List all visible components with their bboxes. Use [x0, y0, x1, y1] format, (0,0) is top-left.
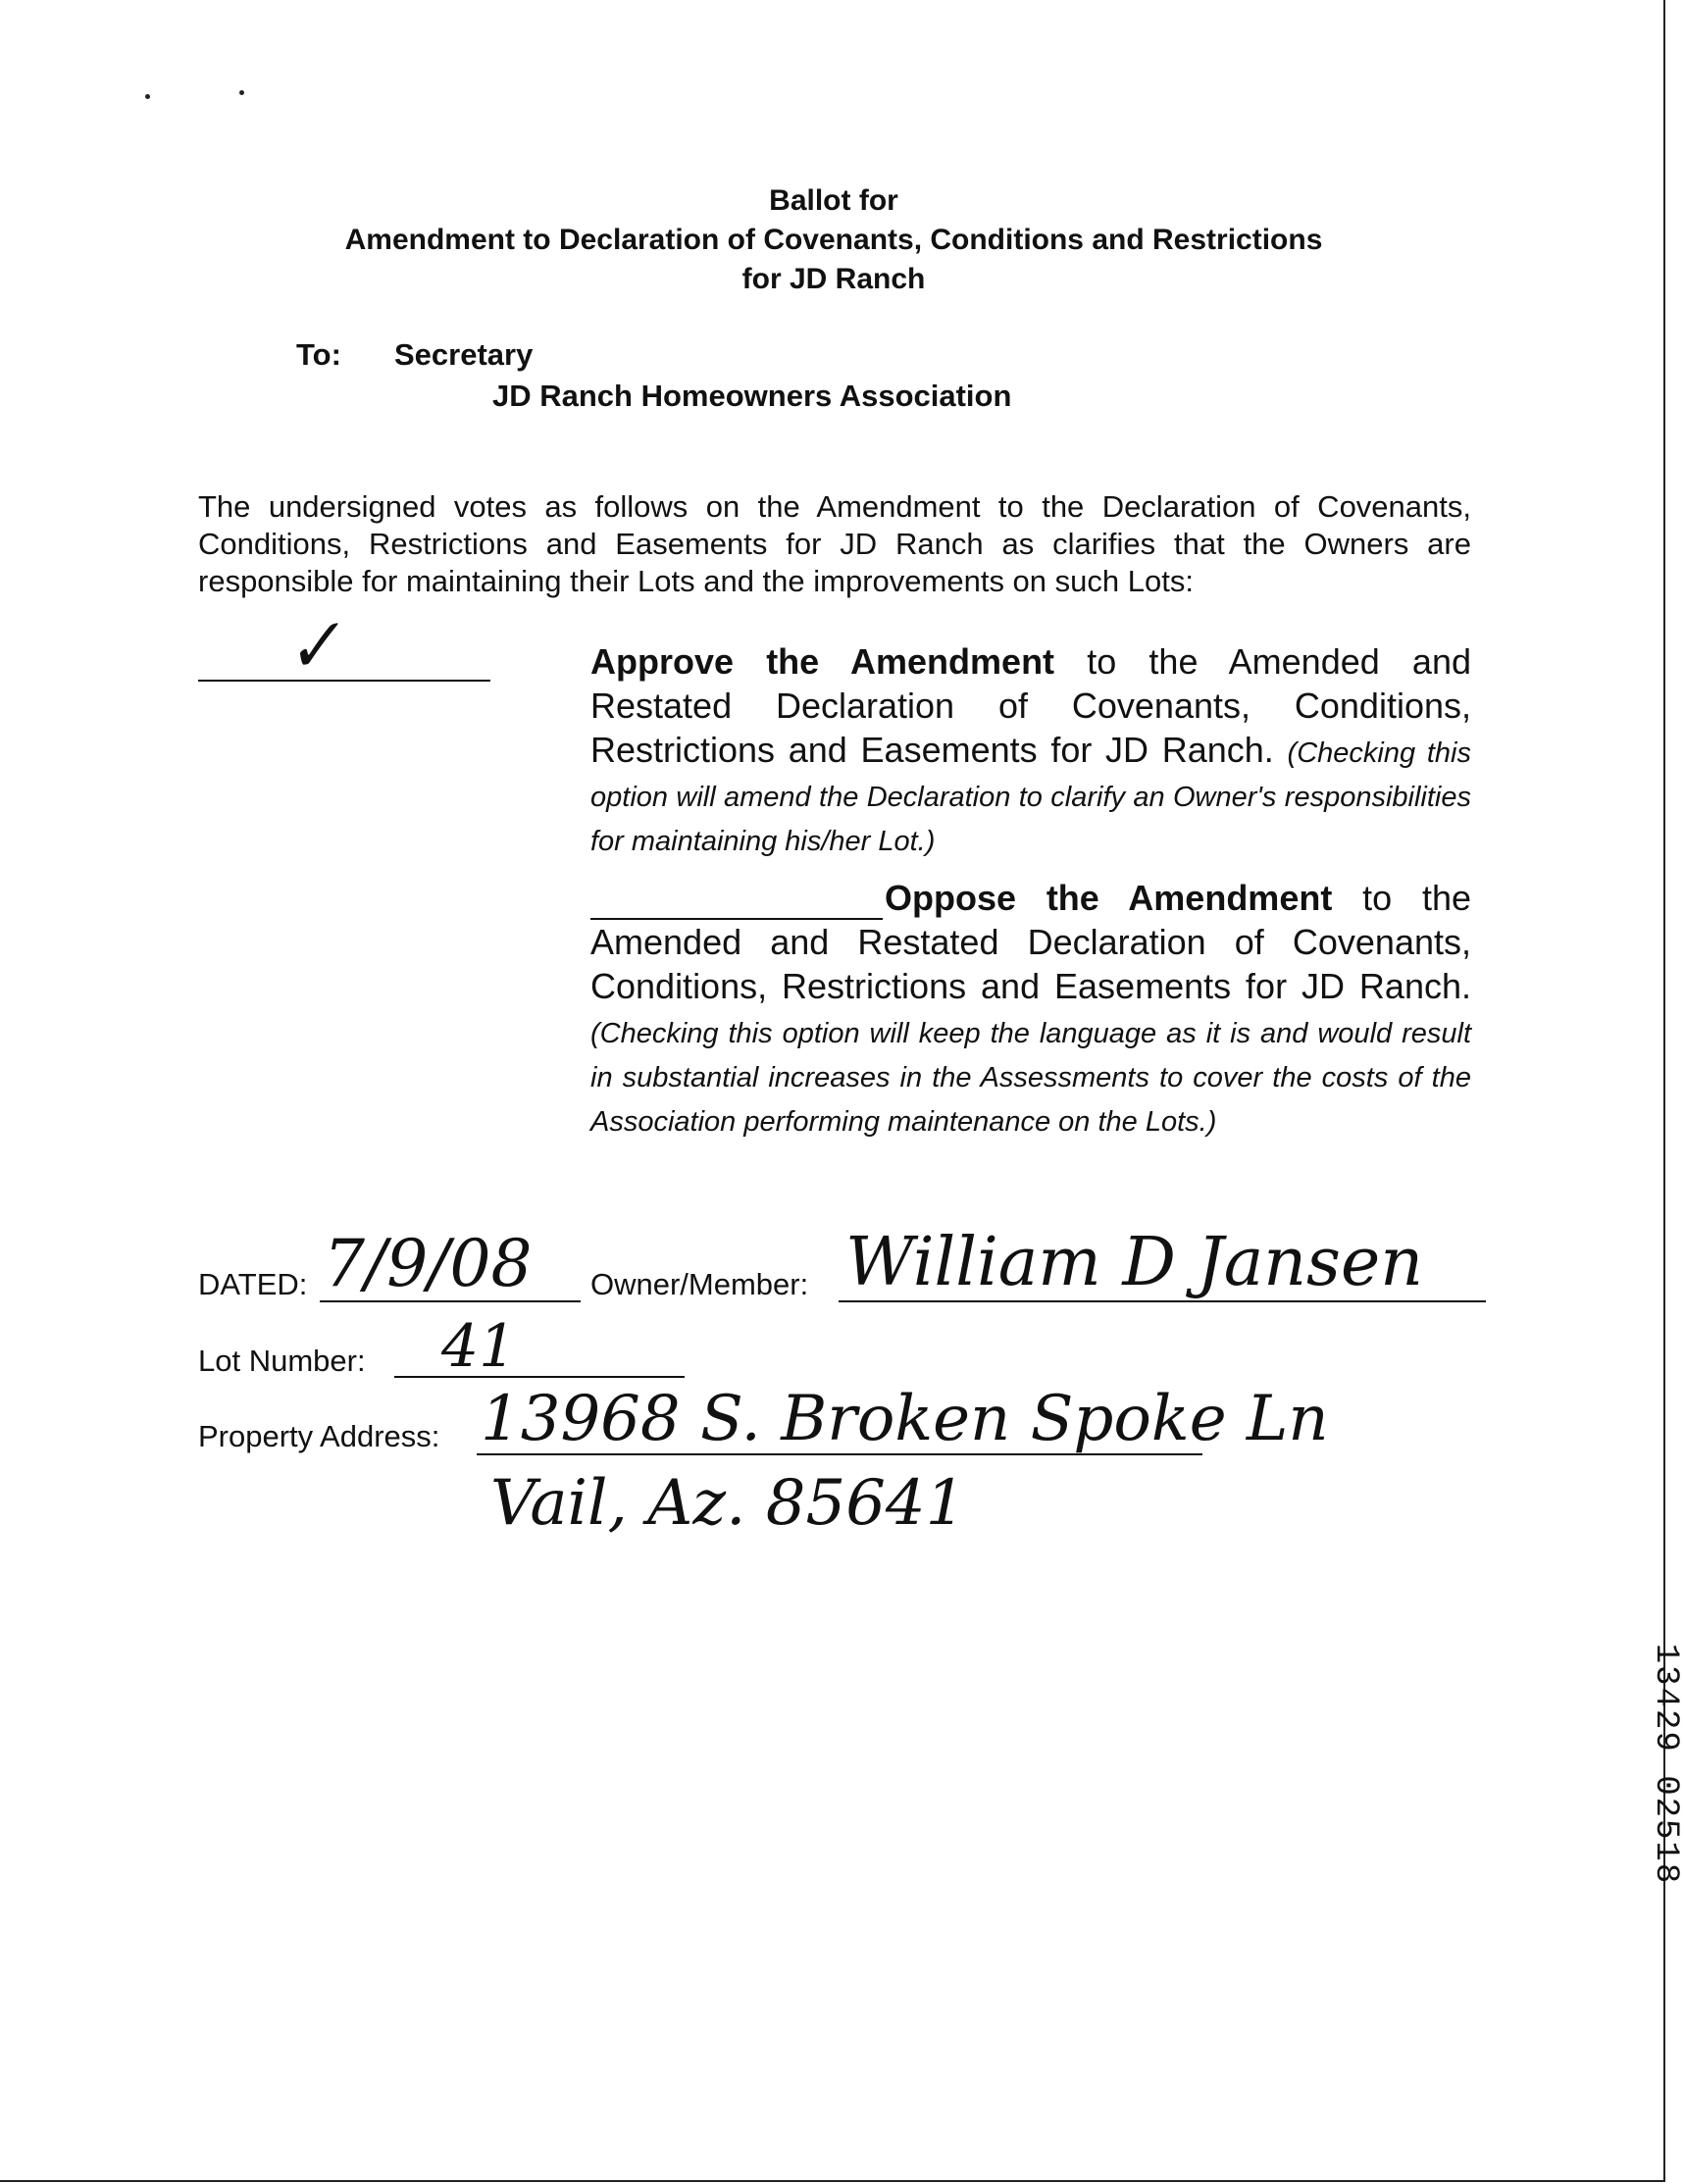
ballot-title-line2: Amendment to Declaration of Covenants, Conditions and Restrictions	[344, 224, 1323, 256]
oppose-option-heading: Oppose the Amendment	[885, 878, 1333, 918]
approve-option-note: (Checking this option will amend the Declaration to clarify an Owner's responsibilities for maintaining his/her Lot.)	[590, 737, 1471, 857]
owner-signature[interactable]: William D Jansen	[845, 1224, 1423, 1301]
lot-number-label: Lot Number:	[198, 1344, 366, 1378]
oppose-option-text	[590, 876, 1471, 1141]
recipient-organization: JD Ranch Homeowners Association	[492, 379, 1012, 413]
lot-number-value[interactable]: 41	[441, 1312, 517, 1381]
dated-label: DATED:	[198, 1267, 308, 1301]
document-id-stamp: 13429 02518	[1647, 1643, 1684, 1886]
intro-paragraph: The undersigned votes as follows on the Amendment to the Declaration of Covenants, Conditions, Restrictions and Easements for JD Ranch as clarifies that the Owners are responsible for maintaining their Lots and the improvements on such Lots:	[198, 489, 1471, 598]
property-address-line2[interactable]: Vail, Az. 85641	[490, 1467, 966, 1540]
approve-option-heading: Approve the Amendment	[590, 641, 1055, 682]
owner-label: Owner/Member:	[590, 1267, 809, 1301]
approve-option-body: to the Amended and Restated Declaration of Covenants, Conditions, Restrictions and Easements for JD Ranch.	[590, 641, 1472, 770]
oppose-option-note: (Checking this option will keep the language as it is and would result in substantial increases in the Assessments to cover the costs of the Association performing maintenance on the Lots.)	[590, 1018, 1471, 1138]
oppose-option-body: to the Amended and Restated Declaration of Covenants, Conditions, Restrictions and Easements for JD Ranch.	[590, 878, 1471, 1006]
scan-speck	[145, 94, 150, 99]
scan-speck	[239, 90, 244, 95]
ballot-title-line3: for JD Ranch	[741, 263, 926, 295]
recipient-title: Secretary	[394, 337, 534, 372]
property-address-line1[interactable]: 13968 S. Broken Spoke Ln	[481, 1383, 1329, 1455]
dated-value[interactable]: 7/9/08	[324, 1226, 533, 1301]
property-address-label: Property Address:	[198, 1419, 440, 1453]
ballot-title-line1: Ballot for	[769, 184, 898, 217]
lot-number-line	[394, 1376, 685, 1378]
to-label: To:	[296, 337, 341, 372]
approve-check-mark: ✓	[279, 602, 348, 690]
approve-option-text	[590, 639, 1471, 860]
